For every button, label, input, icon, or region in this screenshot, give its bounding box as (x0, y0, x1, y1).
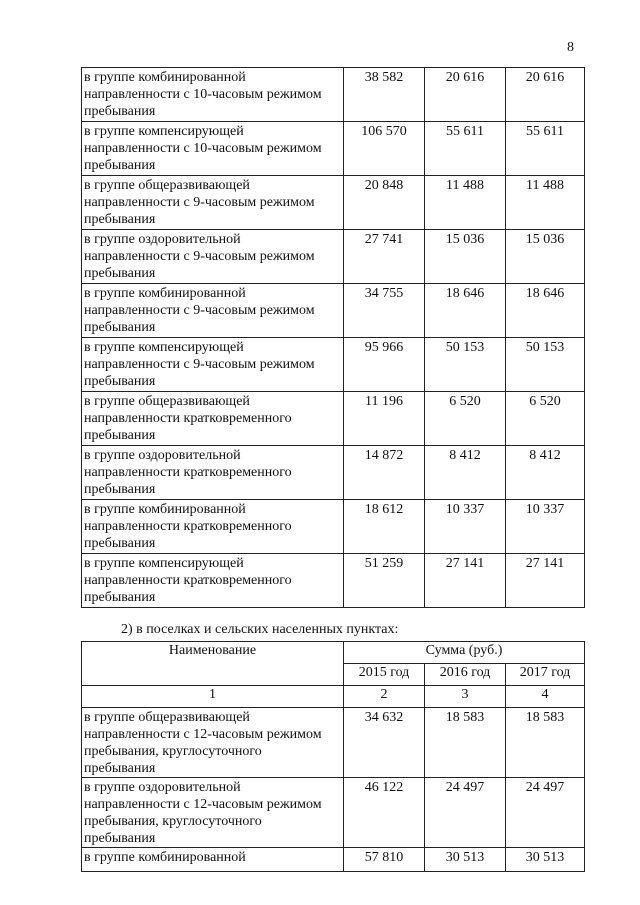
value-2017: 24 497 (506, 778, 585, 848)
row-name-line: в группе общеразвивающей (84, 394, 250, 409)
row-name-line: в группе оздоровительной (84, 780, 241, 795)
row-name-line: пребывания (84, 104, 156, 119)
value-2015: 46 122 (344, 778, 425, 848)
value-2015: 11 196 (344, 392, 425, 446)
value-2015: 14 872 (344, 446, 425, 500)
row-name-line: пребывания (84, 158, 156, 173)
table-row (82, 284, 585, 338)
row-name-line: в группе оздоровительной (84, 448, 241, 463)
row-name (82, 338, 344, 392)
row-name-line: направленности с 12-часовым режимом (84, 727, 322, 742)
row-name-line: в группе комбинированной (84, 70, 246, 85)
row-name (82, 554, 344, 608)
value-2016: 18 583 (425, 708, 506, 778)
value-2015: 57 810 (344, 848, 425, 872)
tariff-table-urban (81, 67, 585, 608)
table-row (82, 778, 585, 848)
value-2017: 10 337 (506, 500, 585, 554)
value-2016: 27 141 (425, 554, 506, 608)
row-name-line: в группе компенсирующей (84, 556, 244, 571)
col-number-4: 4 (506, 686, 585, 708)
value-2017: 55 611 (506, 122, 585, 176)
row-name-line: в группе комбинированной (84, 286, 246, 301)
row-name-line: пребывания (84, 590, 156, 605)
tariff-table-rural-body (82, 708, 585, 872)
row-name-line: пребывания (84, 761, 156, 776)
value-2015: 106 570 (344, 122, 425, 176)
header-year-2017: 2017 год (506, 664, 585, 686)
value-2017: 18 646 (506, 284, 585, 338)
row-name-line: в группе комбинированной (84, 850, 246, 865)
row-name-line: направленности с 10-часовым режимом (84, 87, 322, 102)
row-name (82, 848, 344, 872)
value-2016: 11 488 (425, 176, 506, 230)
row-name-line: в группе компенсирующей (84, 340, 244, 355)
row-name-line: в группе общеразвивающей (84, 178, 250, 193)
row-name-line: направленности с 9-часовым режимом (84, 357, 315, 372)
value-2016: 10 337 (425, 500, 506, 554)
col-number-3: 3 (425, 686, 506, 708)
row-name (82, 446, 344, 500)
row-name (82, 500, 344, 554)
value-2017: 50 153 (506, 338, 585, 392)
table-row (82, 122, 585, 176)
row-name-line: направленности с 9-часовым режимом (84, 195, 315, 210)
row-name-line: направленности кратковременного (84, 411, 292, 426)
row-name-line: направленности с 10-часовым режимом (84, 141, 322, 156)
value-2015: 38 582 (344, 68, 425, 122)
table-row (82, 446, 585, 500)
value-2015: 34 632 (344, 708, 425, 778)
tariff-table-urban-body (82, 68, 585, 608)
table-row (82, 848, 585, 872)
page-number: 8 (567, 40, 574, 55)
row-name-line: пребывания (84, 482, 156, 497)
value-2016: 8 412 (425, 446, 506, 500)
row-name-line: направленности кратковременного (84, 519, 292, 534)
row-name-line: пребывания (84, 212, 156, 227)
value-2015: 27 741 (344, 230, 425, 284)
value-2017: 27 141 (506, 554, 585, 608)
table-row (82, 708, 585, 778)
table-row (82, 554, 585, 608)
row-name-line: пребывания, круглосуточного (84, 744, 262, 759)
row-name (82, 392, 344, 446)
table-row (82, 68, 585, 122)
value-2016: 50 153 (425, 338, 506, 392)
value-2016: 24 497 (425, 778, 506, 848)
row-name (82, 708, 344, 778)
value-2017: 30 513 (506, 848, 585, 872)
value-2016: 20 616 (425, 68, 506, 122)
row-name-line: направленности с 9-часовым режимом (84, 249, 315, 264)
table-row (82, 230, 585, 284)
value-2017: 11 488 (506, 176, 585, 230)
row-name-line: направленности с 12-часовым режимом (84, 797, 322, 812)
row-name-line: пребывания (84, 831, 156, 846)
col-number-2: 2 (344, 686, 425, 708)
value-2015: 51 259 (344, 554, 425, 608)
value-2015: 20 848 (344, 176, 425, 230)
value-2017: 15 036 (506, 230, 585, 284)
header-sum: Сумма (руб.) (344, 642, 585, 664)
value-2017: 8 412 (506, 446, 585, 500)
value-2015: 34 755 (344, 284, 425, 338)
header-year-2016: 2016 год (425, 664, 506, 686)
row-name-line: направленности кратковременного (84, 465, 292, 480)
row-name-line: направленности с 9-часовым режимом (84, 303, 315, 318)
row-name-line: пребывания (84, 428, 156, 443)
row-name (82, 176, 344, 230)
row-name-line: направленности кратковременного (84, 573, 292, 588)
row-name-line: пребывания, круглосуточного (84, 814, 262, 829)
row-name-line: пребывания (84, 266, 156, 281)
row-name-line: в группе оздоровительной (84, 232, 241, 247)
row-name-line: пребывания (84, 374, 156, 389)
row-name-line: в группе общеразвивающей (84, 710, 250, 725)
value-2016: 18 646 (425, 284, 506, 338)
tariff-table-rural (81, 641, 585, 872)
row-name-line: в группе компенсирующей (84, 124, 244, 139)
row-name (82, 230, 344, 284)
table-row (82, 500, 585, 554)
row-name (82, 122, 344, 176)
header-year-2015: 2015 год (344, 664, 425, 686)
value-2015: 18 612 (344, 500, 425, 554)
header-name: Наименование (82, 642, 344, 686)
table-row (82, 176, 585, 230)
value-2016: 6 520 (425, 392, 506, 446)
col-number-1: 1 (82, 686, 344, 708)
value-2017: 20 616 (506, 68, 585, 122)
value-2016: 55 611 (425, 122, 506, 176)
value-2016: 30 513 (425, 848, 506, 872)
table-row (82, 338, 585, 392)
row-name (82, 68, 344, 122)
value-2016: 15 036 (425, 230, 506, 284)
row-name-line: в группе комбинированной (84, 502, 246, 517)
row-name-line: пребывания (84, 320, 156, 335)
value-2017: 18 583 (506, 708, 585, 778)
value-2017: 6 520 (506, 392, 585, 446)
section-caption: 2) в поселках и сельских населенных пунктах: (121, 622, 399, 637)
row-name-line: пребывания (84, 536, 156, 551)
row-name (82, 284, 344, 338)
row-name (82, 778, 344, 848)
table-row (82, 392, 585, 446)
value-2015: 95 966 (344, 338, 425, 392)
